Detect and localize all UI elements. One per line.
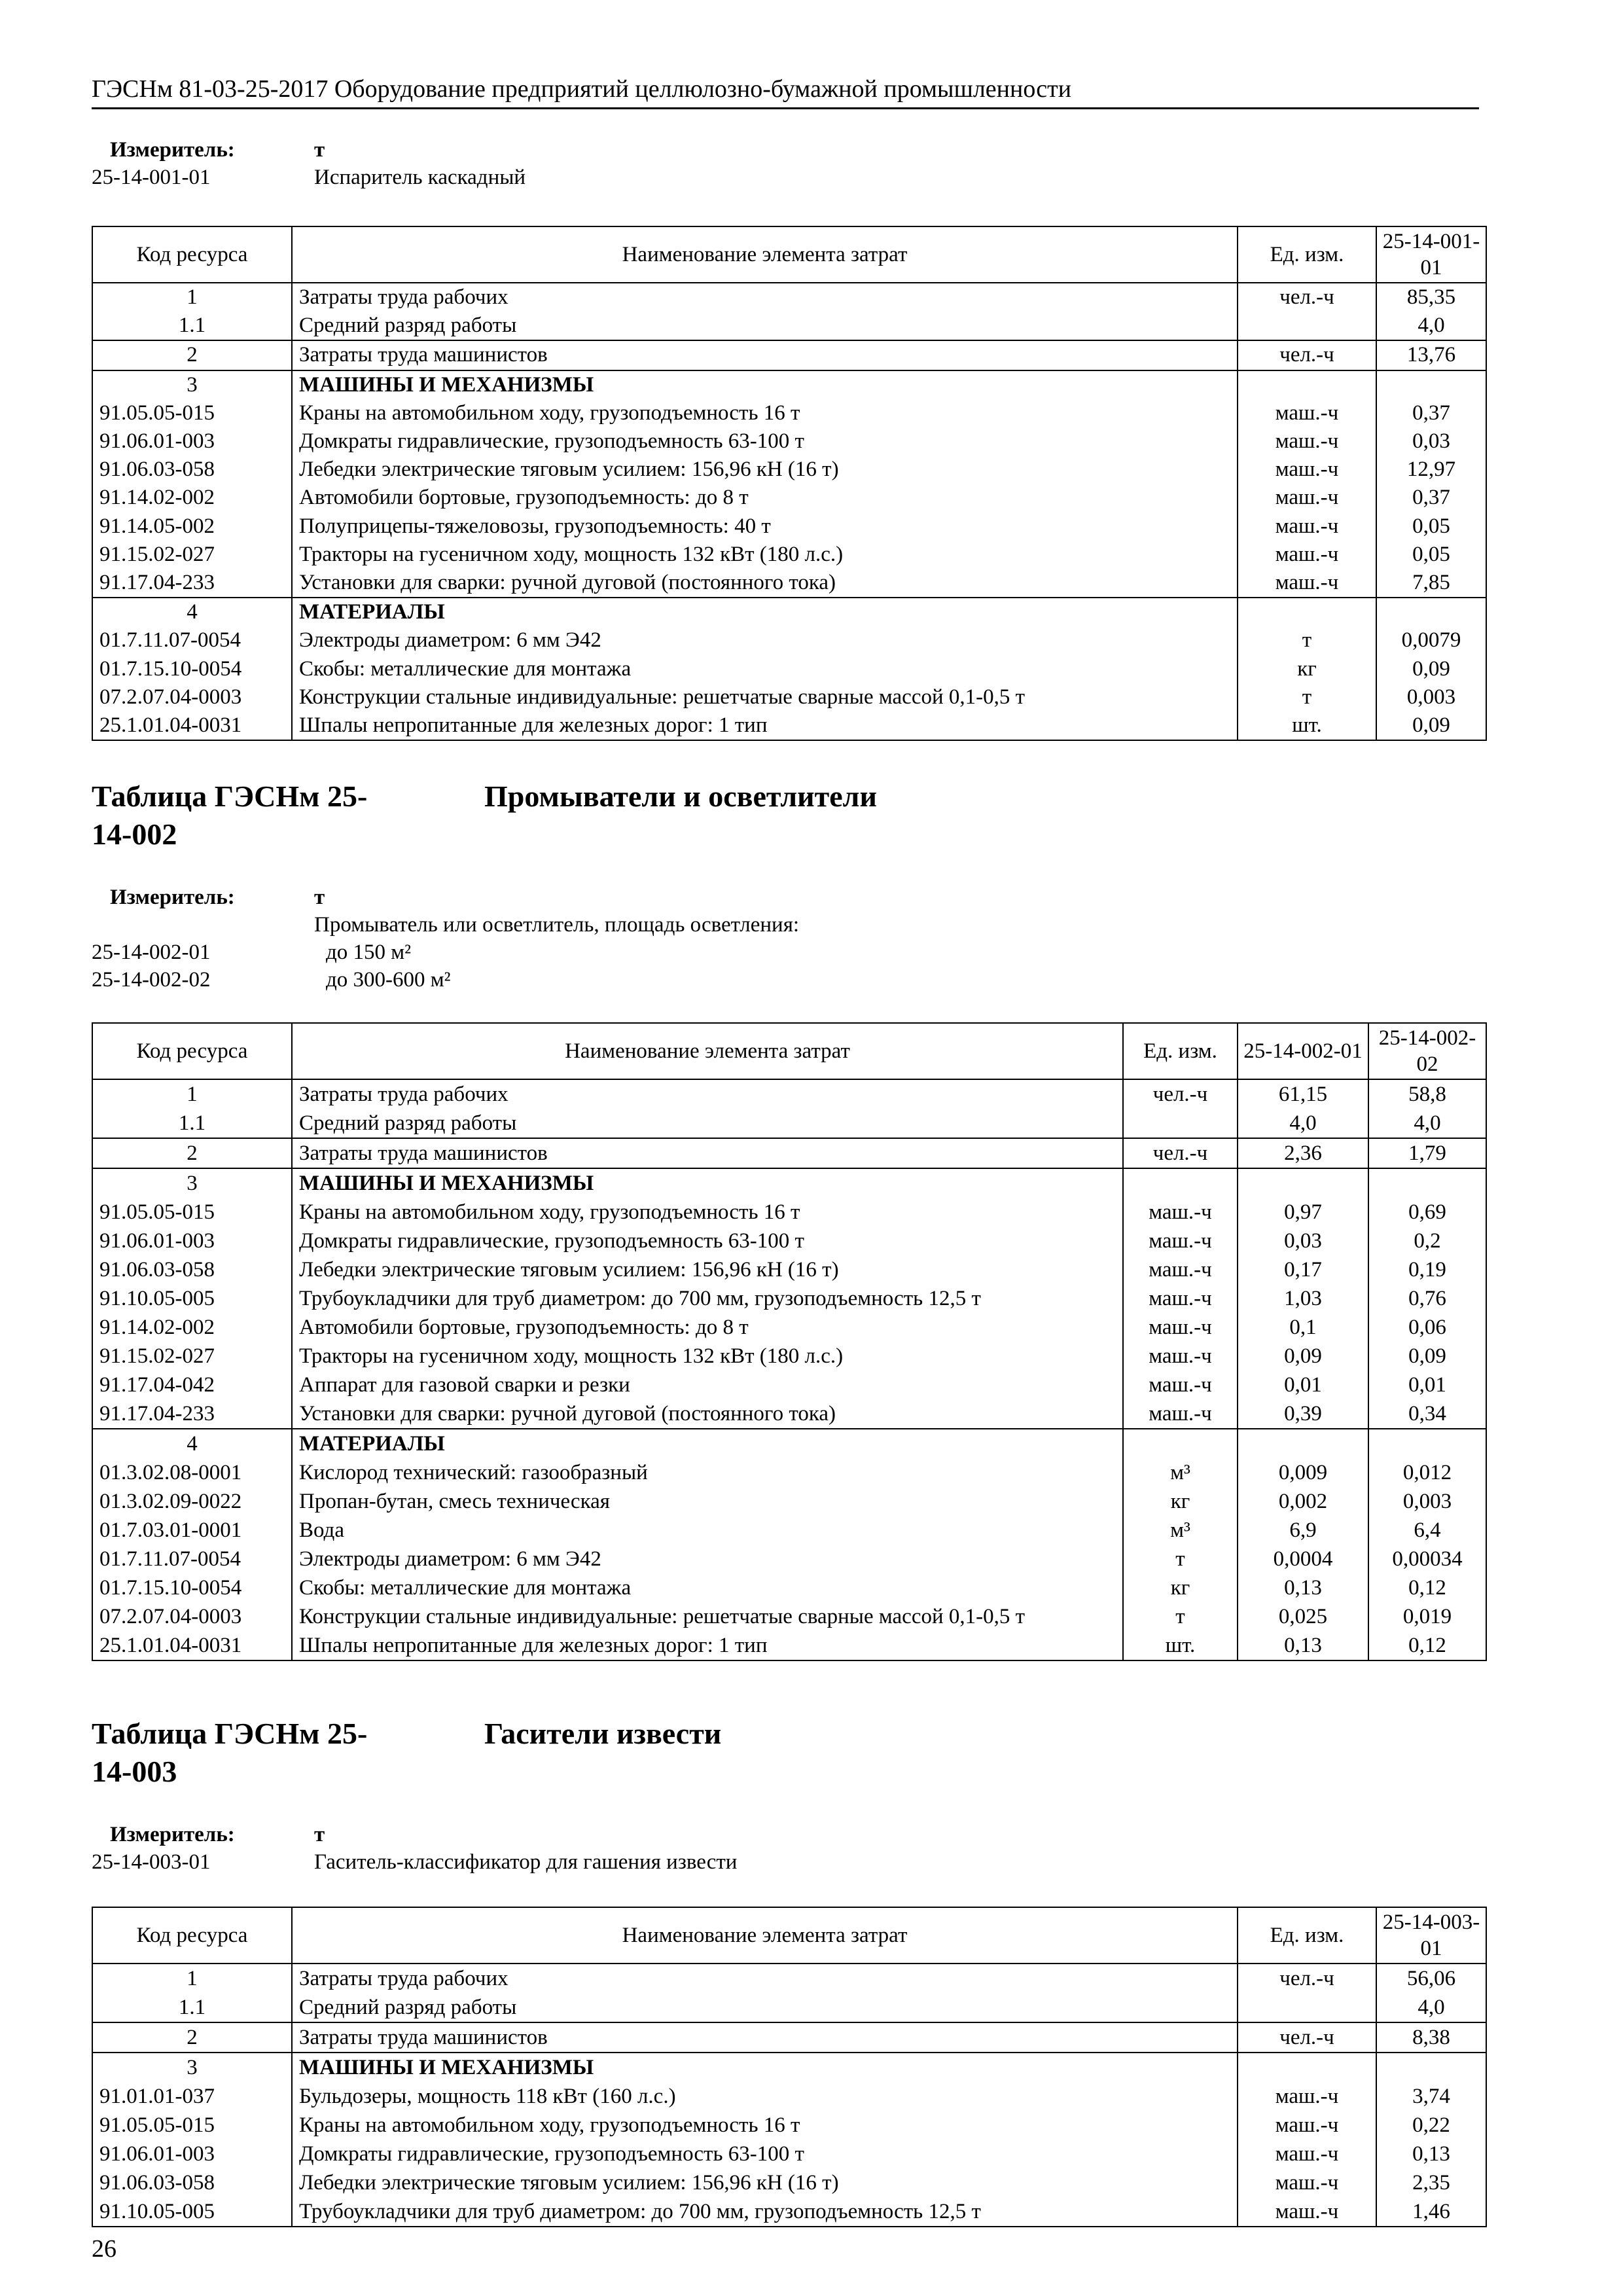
resource-code: 91.01.01-037 (92, 2082, 292, 2111)
unit: маш.-ч (1238, 427, 1376, 456)
cost-element-name: Полуприцепы-тяжеловозы, грузоподъемность: 40 т (292, 512, 1238, 541)
resource-code: 01.7.15.10-0054 (92, 1573, 292, 1602)
norm-value: 0,12 (1368, 1631, 1486, 1660)
unit (1238, 598, 1376, 626)
unit: т (1238, 626, 1376, 655)
unit: кг (1123, 1573, 1238, 1602)
unit: чел.-ч (1238, 340, 1376, 370)
cost-element-name: Тракторы на гусеничном ходу, мощность 132 кВт (180 л.с.) (292, 1342, 1123, 1371)
norm-value: 0,03 (1376, 427, 1486, 456)
resource-code: 07.2.07.04-0003 (92, 1602, 292, 1631)
item-code: 25-14-002-02 (92, 968, 211, 992)
unit: маш.-ч (1123, 1371, 1238, 1399)
resource-code: 91.17.04-233 (92, 1399, 292, 1429)
unit (1238, 1993, 1376, 2022)
norm-value: 0,019 (1368, 1602, 1486, 1631)
cost-element-name: Средний разряд работы (292, 1109, 1123, 1138)
cost-element-name: Домкраты гидравлические, грузоподъемность 63-100 т (292, 1227, 1123, 1255)
norm-value (1238, 1429, 1368, 1458)
unit: кг (1123, 1487, 1238, 1516)
norm-value: 4,0 (1368, 1109, 1486, 1138)
cost-element-name: Затраты труда машинистов (292, 1138, 1123, 1168)
table-row (92, 1993, 1486, 2022)
cost-element-name: Затраты труда машинистов (292, 2022, 1238, 2053)
resource-code: 91.10.05-005 (92, 2197, 292, 2227)
item-code: 25-14-002-01 (92, 941, 211, 964)
norm-value: 0,37 (1376, 399, 1486, 427)
resource-code: 91.06.03-058 (92, 456, 292, 484)
resource-code: 91.14.05-002 (92, 512, 292, 541)
column-header: 25-14-003-01 (1376, 1907, 1486, 1964)
norm-value: 0,09 (1376, 655, 1486, 683)
section1-table-wrap (92, 226, 1486, 741)
resource-code: 25.1.01.04-0031 (92, 1631, 292, 1660)
page-header: ГЭСНм 81-03-25-2017 Оборудование предприятий целлюлозно-бумажной промышленности (92, 71, 1479, 109)
norm-value: 85,35 (1376, 283, 1486, 312)
norm-value: 0,19 (1368, 1255, 1486, 1284)
table-row (92, 283, 1486, 312)
table-row (92, 370, 1486, 399)
column-header: 25-14-002-02 (1368, 1023, 1486, 1079)
norm-value (1376, 598, 1486, 626)
table-name: Промыватели и осветлители (484, 780, 877, 813)
table-row (92, 1138, 1486, 1168)
unit: маш.-ч (1123, 1284, 1238, 1313)
table-row (92, 512, 1486, 541)
norm-value: 0,01 (1368, 1371, 1486, 1399)
cost-element-name: Электроды диаметром: 6 мм Э42 (292, 626, 1238, 655)
norm-value: 0,37 (1376, 484, 1486, 512)
resource-code: 91.06.01-003 (92, 427, 292, 456)
norm-value: 0,13 (1238, 1573, 1368, 1602)
resource-code: 25.1.01.04-0031 (92, 711, 292, 740)
table-row (92, 2197, 1486, 2227)
unit: чел.-ч (1238, 2022, 1376, 2053)
page-number: 26 (92, 2235, 116, 2263)
norm-value: 58,8 (1368, 1079, 1486, 1109)
unit: маш.-ч (1123, 1255, 1238, 1284)
norm-value: 4,0 (1376, 312, 1486, 340)
resource-code: 01.3.02.08-0001 (92, 1458, 292, 1487)
section1-table (92, 226, 1487, 741)
unit: маш.-ч (1238, 2168, 1376, 2197)
section2-table-wrap (92, 1022, 1486, 1661)
table-row (92, 1255, 1486, 1284)
cost-element-name: Шпалы непропитанные для железных дорог: 1 тип (292, 1631, 1123, 1660)
norm-value: 0,09 (1238, 1342, 1368, 1371)
meter-label: Измеритель: (110, 1823, 235, 1846)
resource-code: 91.06.01-003 (92, 2140, 292, 2168)
unit (1238, 370, 1376, 399)
norm-value: 0,2 (1368, 1227, 1486, 1255)
cost-element-name: Домкраты гидравлические, грузоподъемность 63-100 т (292, 427, 1238, 456)
norm-value: 0,00034 (1368, 1545, 1486, 1573)
resource-code: 91.06.03-058 (92, 2168, 292, 2197)
column-header: Ед. изм. (1238, 226, 1376, 283)
item-name: до 150 м² (326, 941, 412, 964)
table-row (92, 1313, 1486, 1342)
table-row (92, 683, 1486, 711)
meter-label: Измеритель: (110, 886, 235, 909)
resource-code: 1.1 (92, 312, 292, 340)
column-header: Ед. изм. (1123, 1023, 1238, 1079)
cost-element-name: Бульдозеры, мощность 118 кВт (160 л.с.) (292, 2082, 1238, 2111)
meter-value: т (314, 1823, 325, 1846)
resource-code: 91.05.05-015 (92, 1198, 292, 1227)
table-row (92, 1516, 1486, 1545)
unit (1123, 1429, 1238, 1458)
norm-value: 0,009 (1238, 1458, 1368, 1487)
resource-code: 91.15.02-027 (92, 541, 292, 569)
norm-value: 0,22 (1376, 2111, 1486, 2140)
norm-value: 0,34 (1368, 1399, 1486, 1429)
cost-element-name: Электроды диаметром: 6 мм Э42 (292, 1545, 1123, 1573)
unit: т (1123, 1545, 1238, 1573)
resource-code: 1 (92, 1079, 292, 1109)
unit: т (1238, 683, 1376, 711)
cost-element-name: Краны на автомобильном ходу, грузоподъемность 16 т (292, 399, 1238, 427)
norm-value: 0,17 (1238, 1255, 1368, 1284)
norm-value: 0,0004 (1238, 1545, 1368, 1573)
unit: чел.-ч (1123, 1138, 1238, 1168)
norm-value (1238, 1168, 1368, 1198)
resource-code: 07.2.07.04-0003 (92, 683, 292, 711)
resource-code: 01.3.02.09-0022 (92, 1487, 292, 1516)
norm-value: 7,85 (1376, 569, 1486, 598)
cost-element-name: Лебедки электрические тяговым усилием: 156,96 кН (16 т) (292, 456, 1238, 484)
cost-element-name: Конструкции стальные индивидуальные: решетчатые сварные массой 0,1-0,5 т (292, 1602, 1123, 1631)
resource-code: 2 (92, 1138, 292, 1168)
resource-code: 91.17.04-233 (92, 569, 292, 598)
cost-element-name: Шпалы непропитанные для железных дорог: 1 тип (292, 711, 1238, 740)
norm-value: 0,97 (1238, 1198, 1368, 1227)
item-name: Испаритель каскадный (314, 166, 526, 189)
resource-code: 91.10.05-005 (92, 1284, 292, 1313)
cost-element-name: МАТЕРИАЛЫ (292, 598, 1238, 626)
table-row (92, 1371, 1486, 1399)
section2-meter (92, 884, 1486, 994)
resource-code: 01.7.11.07-0054 (92, 626, 292, 655)
table-number: Таблица ГЭСНм 25-14-002 (92, 780, 368, 851)
column-header: Код ресурса (92, 1023, 292, 1079)
resource-code: 91.14.02-002 (92, 484, 292, 512)
table-row (92, 1487, 1486, 1516)
section3-title (92, 1715, 1486, 1791)
table-row (92, 541, 1486, 569)
table-row (92, 1631, 1486, 1660)
unit: маш.-ч (1238, 456, 1376, 484)
norm-value: 0,12 (1368, 1573, 1486, 1602)
unit (1123, 1168, 1238, 1198)
norm-value (1368, 1429, 1486, 1458)
norm-value: 0,025 (1238, 1602, 1368, 1631)
resource-code: 91.06.03-058 (92, 1255, 292, 1284)
table-row (92, 2022, 1486, 2053)
resource-code: 91.06.01-003 (92, 1227, 292, 1255)
table-row (92, 1079, 1486, 1109)
cost-element-name: МАШИНЫ И МЕХАНИЗМЫ (292, 370, 1238, 399)
norm-value: 0,05 (1376, 541, 1486, 569)
cost-element-name: Установки для сварки: ручной дуговой (постоянного тока) (292, 1399, 1123, 1429)
resource-code: 2 (92, 340, 292, 370)
norm-value: 0,13 (1376, 2140, 1486, 2168)
resource-code: 4 (92, 1429, 292, 1458)
column-header: 25-14-002-01 (1238, 1023, 1368, 1079)
cost-element-name: Трубоукладчики для труб диаметром: до 700 мм, грузоподъемность 12,5 т (292, 1284, 1123, 1313)
table-row (92, 399, 1486, 427)
cost-element-name: Автомобили бортовые, грузоподъемность: до 8 т (292, 1313, 1123, 1342)
column-header: Наименование элемента затрат (292, 1907, 1238, 1964)
cost-element-name: Затраты труда рабочих (292, 1964, 1238, 1993)
unit: м³ (1123, 1516, 1238, 1545)
resource-code: 91.05.05-015 (92, 2111, 292, 2140)
table-row (92, 1284, 1486, 1313)
unit: м³ (1123, 1458, 1238, 1487)
unit: маш.-ч (1123, 1342, 1238, 1371)
unit: маш.-ч (1123, 1198, 1238, 1227)
table-row (92, 456, 1486, 484)
norm-value (1368, 1168, 1486, 1198)
norm-value (1376, 2053, 1486, 2082)
table-row (92, 626, 1486, 655)
column-header: Наименование элемента затрат (292, 1023, 1123, 1079)
cost-element-name: МАШИНЫ И МЕХАНИЗМЫ (292, 2053, 1238, 2082)
cost-element-name: Трубоукладчики для труб диаметром: до 700 мм, грузоподъемность 12,5 т (292, 2197, 1238, 2227)
cost-element-name: Пропан-бутан, смесь техническая (292, 1487, 1123, 1516)
cost-element-name: Краны на автомобильном ходу, грузоподъемность 16 т (292, 1198, 1123, 1227)
meter-value: т (314, 886, 325, 909)
unit: маш.-ч (1238, 541, 1376, 569)
norm-value: 2,36 (1238, 1138, 1368, 1168)
cost-element-name: Автомобили бортовые, грузоподъемность: до 8 т (292, 484, 1238, 512)
resource-code: 91.14.02-002 (92, 1313, 292, 1342)
item-code: 25-14-003-01 (92, 1850, 211, 1874)
unit: шт. (1123, 1631, 1238, 1660)
unit: маш.-ч (1123, 1227, 1238, 1255)
table-row (92, 484, 1486, 512)
norm-value: 0,09 (1376, 711, 1486, 740)
unit: маш.-ч (1238, 2140, 1376, 2168)
norm-value: 6,4 (1368, 1516, 1486, 1545)
table-row (92, 1109, 1486, 1138)
unit: чел.-ч (1123, 1079, 1238, 1109)
cost-element-name: Краны на автомобильном ходу, грузоподъемность 16 т (292, 2111, 1238, 2140)
norm-value: 6,9 (1238, 1516, 1368, 1545)
resource-code: 01.7.11.07-0054 (92, 1545, 292, 1573)
resource-code: 1.1 (92, 1993, 292, 2022)
resource-code: 3 (92, 2053, 292, 2082)
unit: маш.-ч (1238, 399, 1376, 427)
table-row (92, 1198, 1486, 1227)
cost-element-name: МАШИНЫ И МЕХАНИЗМЫ (292, 1168, 1123, 1198)
column-header: Код ресурса (92, 1907, 292, 1964)
resource-code: 91.15.02-027 (92, 1342, 292, 1371)
table-row (92, 569, 1486, 598)
norm-value: 13,76 (1376, 340, 1486, 370)
cost-element-name: Скобы: металлические для монтажа (292, 655, 1238, 683)
unit: маш.-ч (1238, 569, 1376, 598)
meter-value: т (314, 138, 325, 162)
table-row (92, 2168, 1486, 2197)
table-row (92, 1964, 1486, 1993)
meter-label: Измеритель: (110, 138, 235, 162)
unit: маш.-ч (1238, 2111, 1376, 2140)
table-row (92, 1573, 1486, 1602)
resource-code: 2 (92, 2022, 292, 2053)
cost-element-name: Лебедки электрические тяговым усилием: 156,96 кН (16 т) (292, 2168, 1238, 2197)
table-row (92, 312, 1486, 340)
cost-element-name: Тракторы на гусеничном ходу, мощность 132 кВт (180 л.с.) (292, 541, 1238, 569)
section2-table (92, 1022, 1487, 1661)
table-number: Таблица ГЭСНм 25-14-003 (92, 1717, 368, 1788)
norm-value: 1,46 (1376, 2197, 1486, 2227)
section2-title (92, 778, 1486, 853)
norm-value: 4,0 (1376, 1993, 1486, 2022)
table-row (92, 1227, 1486, 1255)
unit: маш.-ч (1238, 484, 1376, 512)
table-row (92, 655, 1486, 683)
norm-value: 2,35 (1376, 2168, 1486, 2197)
description: Промыватель или осветлитель, площадь осветления: (314, 913, 800, 937)
column-header: 25-14-001-01 (1376, 226, 1486, 283)
table-row (92, 1602, 1486, 1631)
norm-value: 61,15 (1238, 1079, 1368, 1109)
unit: маш.-ч (1238, 2082, 1376, 2111)
norm-value: 4,0 (1238, 1109, 1368, 1138)
cost-element-name: Лебедки электрические тяговым усилием: 156,96 кН (16 т) (292, 1255, 1123, 1284)
column-header: Наименование элемента затрат (292, 226, 1238, 283)
resource-code: 01.7.15.10-0054 (92, 655, 292, 683)
resource-code: 3 (92, 370, 292, 399)
table-row (92, 427, 1486, 456)
cost-element-name: Вода (292, 1516, 1123, 1545)
norm-value: 0,1 (1238, 1313, 1368, 1342)
cost-element-name: Конструкции стальные индивидуальные: решетчатые сварные массой 0,1-0,5 т (292, 683, 1238, 711)
unit (1238, 312, 1376, 340)
norm-value: 1,79 (1368, 1138, 1486, 1168)
cost-element-name: МАТЕРИАЛЫ (292, 1429, 1123, 1458)
norm-value: 0,01 (1238, 1371, 1368, 1399)
unit: маш.-ч (1238, 2197, 1376, 2227)
table-name: Гасители извести (484, 1717, 722, 1750)
unit (1238, 2053, 1376, 2082)
norm-value: 3,74 (1376, 2082, 1486, 2111)
cost-element-name: Средний разряд работы (292, 312, 1238, 340)
section3-table-wrap (92, 1907, 1486, 2227)
norm-value: 0,003 (1368, 1487, 1486, 1516)
norm-value: 0,09 (1368, 1342, 1486, 1371)
resource-code: 91.17.04-042 (92, 1371, 292, 1399)
resource-code: 3 (92, 1168, 292, 1198)
cost-element-name: Аппарат для газовой сварки и резки (292, 1371, 1123, 1399)
column-header: Ед. изм. (1238, 1907, 1376, 1964)
cost-element-name: Затраты труда рабочих (292, 283, 1238, 312)
norm-value: 0,002 (1238, 1487, 1368, 1516)
norm-value: 8,38 (1376, 2022, 1486, 2053)
unit: маш.-ч (1238, 512, 1376, 541)
cost-element-name: Домкраты гидравлические, грузоподъемность 63-100 т (292, 2140, 1238, 2168)
table-row (92, 2111, 1486, 2140)
section3-table (92, 1907, 1487, 2227)
unit (1123, 1109, 1238, 1138)
table-row (92, 1168, 1486, 1198)
section1-meter (92, 136, 1486, 191)
column-header: Код ресурса (92, 226, 292, 283)
cost-element-name: Скобы: металлические для монтажа (292, 1573, 1123, 1602)
norm-value: 0,06 (1368, 1313, 1486, 1342)
table-row (92, 711, 1486, 740)
table-row (92, 2082, 1486, 2111)
cost-element-name: Затраты труда машинистов (292, 340, 1238, 370)
unit: чел.-ч (1238, 283, 1376, 312)
norm-value: 0,76 (1368, 1284, 1486, 1313)
table-row (92, 1342, 1486, 1371)
cost-element-name: Установки для сварки: ручной дуговой (постоянного тока) (292, 569, 1238, 598)
norm-value: 0,03 (1238, 1227, 1368, 1255)
unit: кг (1238, 655, 1376, 683)
cost-element-name: Средний разряд работы (292, 1993, 1238, 2022)
resource-code: 01.7.03.01-0001 (92, 1516, 292, 1545)
unit: маш.-ч (1123, 1399, 1238, 1429)
resource-code: 1.1 (92, 1109, 292, 1138)
cost-element-name: Кислород технический: газообразный (292, 1458, 1123, 1487)
norm-value: 0,69 (1368, 1198, 1486, 1227)
norm-value: 12,97 (1376, 456, 1486, 484)
norm-value: 1,03 (1238, 1284, 1368, 1313)
unit: чел.-ч (1238, 1964, 1376, 1993)
table-row (92, 2053, 1486, 2082)
resource-code: 1 (92, 1964, 292, 1993)
table-row (92, 1429, 1486, 1458)
item-code: 25-14-001-01 (92, 166, 211, 189)
norm-value: 0,13 (1238, 1631, 1368, 1660)
norm-value: 56,06 (1376, 1964, 1486, 1993)
table-row (92, 340, 1486, 370)
table-row (92, 598, 1486, 626)
norm-value: 0,0079 (1376, 626, 1486, 655)
norm-value: 0,05 (1376, 512, 1486, 541)
resource-code: 4 (92, 598, 292, 626)
unit: маш.-ч (1123, 1313, 1238, 1342)
table-row (92, 1545, 1486, 1573)
cost-element-name: Затраты труда рабочих (292, 1079, 1123, 1109)
section3-meter (92, 1821, 1486, 1876)
resource-code: 91.05.05-015 (92, 399, 292, 427)
norm-value: 0,003 (1376, 683, 1486, 711)
norm-value: 0,39 (1238, 1399, 1368, 1429)
table-row (92, 2140, 1486, 2168)
table-row (92, 1399, 1486, 1429)
norm-value (1376, 370, 1486, 399)
resource-code: 1 (92, 283, 292, 312)
item-name: Гаситель-классификатор для гашения извести (314, 1850, 738, 1874)
unit: шт. (1238, 711, 1376, 740)
item-name: до 300-600 м² (326, 968, 451, 992)
table-row (92, 1458, 1486, 1487)
norm-value: 0,012 (1368, 1458, 1486, 1487)
unit: т (1123, 1602, 1238, 1631)
